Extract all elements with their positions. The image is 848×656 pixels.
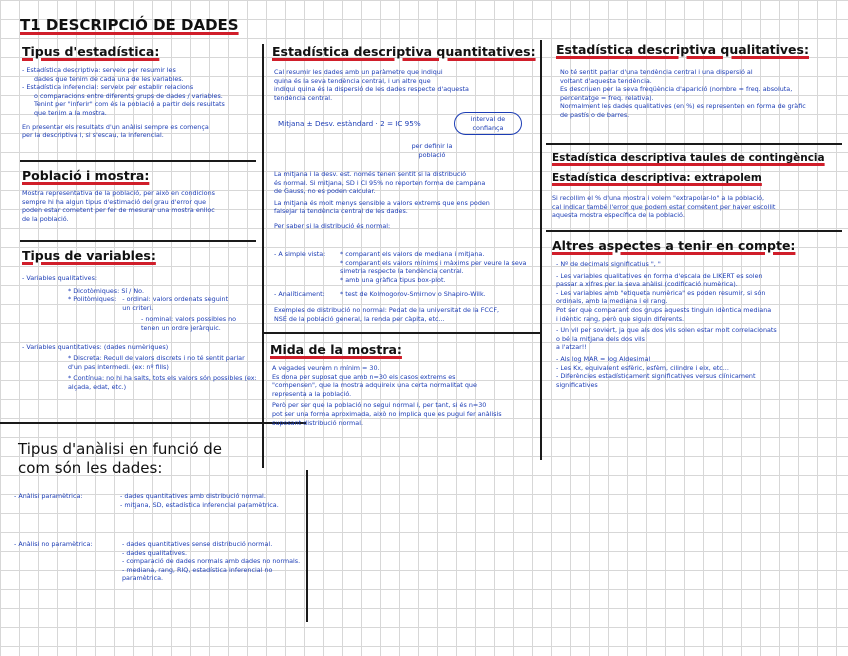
text-line: * comparant els valors de mediana i mitjana. xyxy=(340,250,485,258)
text-line: * Dicotòmiques: Sí / No. xyxy=(68,286,144,295)
text-line: pot ser una forma aproximada, això no implica que es pugui fer anàlisis xyxy=(272,409,502,418)
text-line: * amb una gràfica tipus box-plot. xyxy=(340,275,446,284)
text-line: quina és la seva tendència central, i un altre que xyxy=(274,76,431,85)
poblacio-mostra-text xyxy=(22,189,258,223)
text-line: - Estadística inferencial: serveix per establir relacions xyxy=(22,83,194,92)
no-parametrica-label: - Anàlisi no paramètrica: xyxy=(14,540,93,548)
text-line: A vegades veurem n mínim = 30. xyxy=(272,364,380,372)
text-line: i idèntic rang, però que siguin diferents. xyxy=(556,314,685,323)
altres-aspectes-title: Altres aspectes a tenir en compte: xyxy=(552,238,796,253)
tipus-variables-text xyxy=(22,274,262,392)
text-line: - Nº de decimals significatius ", " xyxy=(556,260,661,268)
text-line: - Les Kx, equivalent esfèric, esfèm, cilindre i eix, etc... xyxy=(556,363,729,372)
tipus-estadistica-title: Tipus d'estadística: xyxy=(22,44,160,59)
text-line: - ordinal: valors ordenats seguint un criteri. xyxy=(122,295,229,312)
text-line: que tenim a la mostra. xyxy=(34,108,107,117)
text-line: percentatge = freq. relativa). xyxy=(560,93,654,102)
text-line: Mostra representativa de la població, per això en condicions xyxy=(22,189,215,197)
formula: Mitjana ± Desv. estàndard · 2 = IC 95% xyxy=(278,119,421,128)
divider xyxy=(262,332,540,334)
text-line: * Contínua: no hi ha salts, tots els valors són possibles (ex: alçada, edat, etc.) xyxy=(68,374,257,391)
text-line: passar a xifres per la seva anàlisi (codificació numèrica). xyxy=(556,280,738,289)
qualitatives-text xyxy=(560,68,842,120)
page-title: T1 DESCRIPCIÓ DE DADES xyxy=(20,16,239,34)
text-line: Exemples de distribució no normal: Pedat de la universitat de la FCCF, xyxy=(274,306,500,314)
text-line: suposant distribució normal. xyxy=(272,418,364,427)
text-line: - Un vil per soviert, ja que als dos vils solen estar molt correlacionats xyxy=(556,326,777,335)
text-line: - Les variables amb "etiqueta numèrica" es poden resumir, si són xyxy=(556,288,766,297)
text-line: o comparacions entre diferents grups de dades / variables. xyxy=(34,91,223,100)
text-line: - comparació de dades normals amb dades no normals. xyxy=(122,557,301,566)
text-line: - mitjana, SD, estadística inferencial paramètrica. xyxy=(120,500,279,509)
text-line: de Gauss, no es poden calcular. xyxy=(274,187,376,196)
extrapolem-title: Estadística descriptiva: extrapolem xyxy=(552,172,762,184)
parametrica-items xyxy=(120,492,300,509)
text-line: Però per ser que la població no segui normal i, per tant, si és n=30 xyxy=(272,401,487,410)
text-line: Cal resumir les dades amb un paràmetre que indiqui xyxy=(274,68,443,76)
text-line: * Discreta: Recull de valors discrets i no té sentit parlar d'un pas intermedi. (ex: nº fills) xyxy=(68,354,245,371)
text-line: - dades quantitatives sense distribució normal. xyxy=(122,540,273,548)
text-line: poden estar cometent per fer de mesurar una mostra enlloc xyxy=(22,206,215,215)
quantitatives-normal xyxy=(274,170,536,231)
mida-mostra-title: Mida de la mostra: xyxy=(270,342,402,357)
text-line: Per saber si la distribució és normal: xyxy=(274,221,391,230)
text-line: tendència central. xyxy=(274,93,333,102)
text-line: per la descriptiva i, si s'escau, la inferencial. xyxy=(22,131,164,140)
tipus-estadistica-text xyxy=(22,66,258,140)
simple-vista-label: - A simple vista: xyxy=(274,250,326,258)
text-line: * Politòmiques: xyxy=(68,295,117,304)
text-line: - Estadística descriptiva: serveix per resumir les xyxy=(22,66,176,74)
quantitatives-exemples xyxy=(274,306,536,323)
text-line: és normal. Si mitjana, SD i CI 95% no reporten forma de campana xyxy=(274,178,486,187)
annotation-ic: interval de confiança xyxy=(454,112,522,135)
text-line: indiqui quina és la dispersió de les dades respecte d'aquesta xyxy=(274,85,469,94)
divider xyxy=(20,240,256,242)
text-line: representa a la població. xyxy=(272,389,352,398)
quantitatives-title: Estadística descriptiva quantitatives: xyxy=(272,44,536,59)
text-line: NSE de la població general, la renda per càpita, etc... xyxy=(274,314,445,323)
extrapolem-text xyxy=(552,194,842,220)
poblacio-mostra-title: Població i mostra: xyxy=(22,168,150,183)
text-line: - Variables quantitatives: (dades numèriques) xyxy=(22,342,169,351)
tipus-variables-title: Tipus de variables: xyxy=(22,248,156,263)
analiticament-item: * test de Kolmogorov-Smirnov o Shapiro-Wilk. xyxy=(340,290,486,298)
parametrica-label: - Anàlisi paramètrica: xyxy=(14,492,83,500)
text-line: - dades qualitatives. xyxy=(122,548,188,557)
text-line: En presentar els resultats d'un anàlisi sempre es comença xyxy=(22,122,209,131)
text-line: * comparant els valors mínims i màxims per veure la seva simetria respecte la tendència central. xyxy=(340,258,527,276)
text-line: de pastís o de barres. xyxy=(560,110,630,119)
text-line: - Als log MAR = log Aldesimal xyxy=(556,354,651,363)
text-line: Normalment les dades qualitatives (en %) es representen en forma de gràfic xyxy=(560,102,806,111)
text-line: de la població. xyxy=(22,214,69,223)
text-line: - Variables qualitatives: xyxy=(22,274,98,282)
no-parametrica-items xyxy=(122,540,302,583)
text-line: La mitjana i la desv. est. només tenen sentit si la distribució xyxy=(274,170,467,178)
text-line: sempre hi ha algun tipus d'estimació del grau d'error que xyxy=(22,197,207,206)
text-line: voltant d'aquesta tendència. xyxy=(560,76,652,85)
text-line: falsejar la tendència central de les dades. xyxy=(274,207,408,216)
tipus-analisi-title: Tipus d'anàlisi en funció de com són les dades: xyxy=(18,440,223,477)
text-line: No té sentit parlar d'una tendència central i una dispersió al xyxy=(560,68,753,76)
text-line: a l'atzar!! xyxy=(556,343,587,352)
quantitatives-intro xyxy=(274,68,536,102)
taules-contingencia-title: Estadística descriptiva taules de contingència xyxy=(552,152,825,164)
text-line: ordinals, amb la mediana i el rang. xyxy=(556,297,668,306)
text-line: cal indicar també l'error que podem estar cometent per haver escollit xyxy=(552,202,776,211)
text-line: significatives xyxy=(556,380,598,389)
text-line: Si recollim el % d'una mostra i volem "extrapolar-lo" a la població, xyxy=(552,194,765,202)
text-line: - Les variables qualitatives en forma d'escala de LIKERT es solen xyxy=(556,271,763,280)
divider xyxy=(0,422,306,424)
text-line: aquesta mostra específica de la població. xyxy=(552,211,685,220)
divider xyxy=(540,40,542,460)
text-line: Pot ser que comparant dos grups aquests tinguin idèntica mediana xyxy=(556,305,772,314)
text-line: La mitjana és molt menys sensible a valors extrems que ens poden xyxy=(274,198,490,207)
politomiques-row xyxy=(22,295,262,312)
text-line: - dades quantitatives amb distribució normal. xyxy=(120,492,266,500)
text-line: dades que tenim de cada una de les variables. xyxy=(34,74,184,83)
text-line: "compensen", que la mostra adquireix una certa normalitat que xyxy=(272,381,477,390)
divider xyxy=(262,44,264,468)
simple-vista-items xyxy=(340,250,536,284)
divider xyxy=(306,470,308,622)
text-line: Tenint per "inferir" com és la població a partir dels resultats xyxy=(34,100,225,109)
text-line: - nominal: valors possibles no tenen un ordre jeràrquic. xyxy=(141,315,237,332)
text-line: - Diferències estadísticament significatives versus clínicament xyxy=(556,372,756,381)
text-line: o bé la mitjana dels dos vils xyxy=(556,334,645,343)
mida-mostra-text xyxy=(272,364,538,427)
text-line: Es dona per suposat que amb n=30 els casos extrems es xyxy=(272,372,456,381)
text-line: Es descriuen per la seva freqüència d'aparició (nombre = freq. absoluta, xyxy=(560,85,793,94)
analiticament-label: - Analíticament: xyxy=(274,290,325,298)
qualitatives-title: Estadística descriptiva qualitatives: xyxy=(556,42,809,57)
divider xyxy=(546,230,842,232)
altres-aspectes-text xyxy=(556,260,842,389)
text-line: - mediana, rang, RIQ, estadística inferencial no paramètrica. xyxy=(122,565,273,583)
annotation-definir: per definir la població xyxy=(411,142,453,159)
divider xyxy=(546,143,842,145)
divider xyxy=(20,160,256,162)
